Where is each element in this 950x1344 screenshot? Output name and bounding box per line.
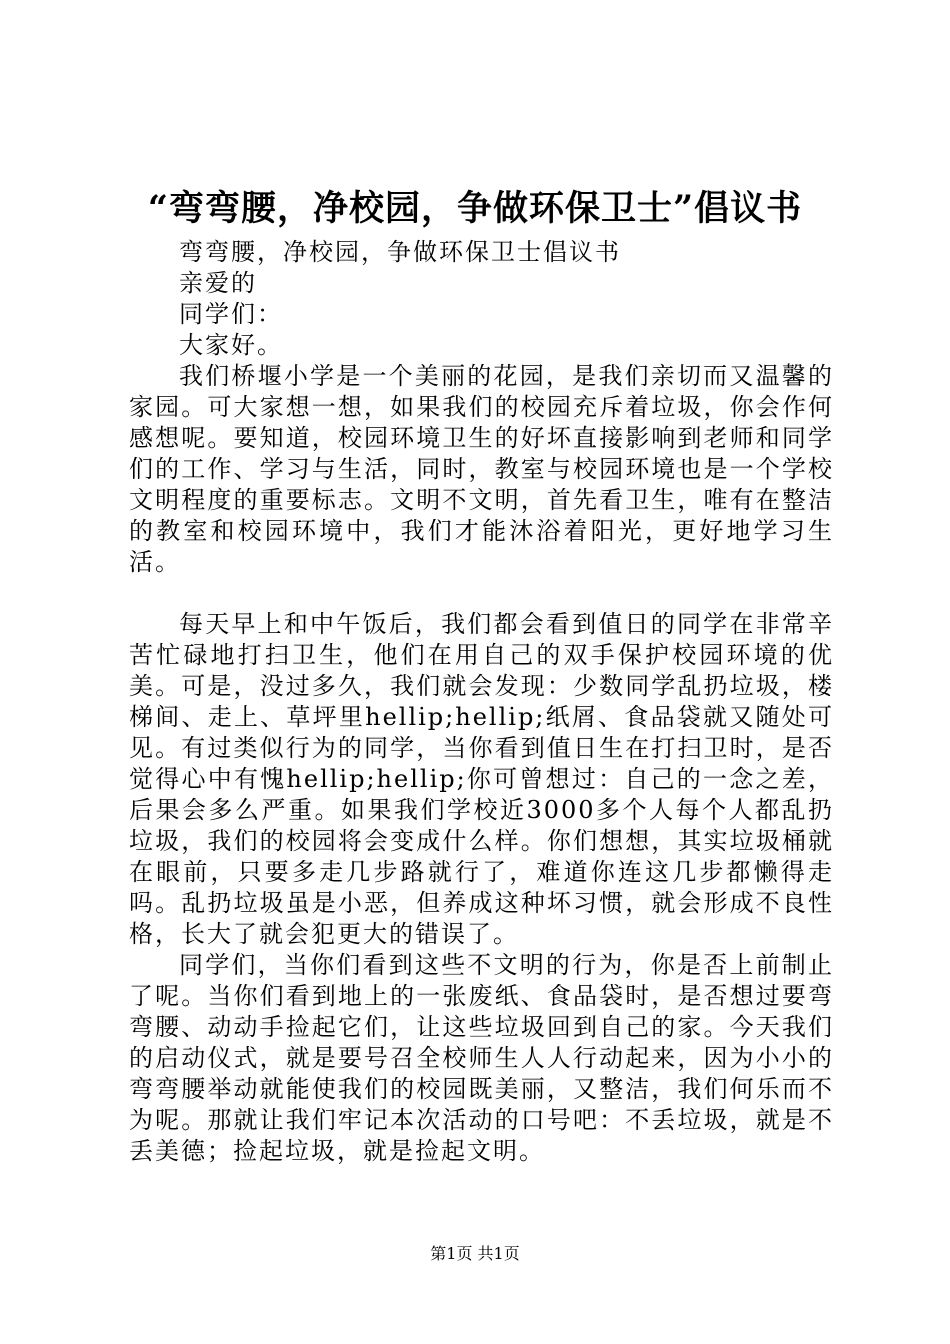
- document-body: [129, 237, 834, 1167]
- paragraph-campus-environment: 我们桥堰小学是一个美丽的花园，是我们亲切而又温馨的家园。可大家想一想，如果我们的校园充斥着垃圾，你会作何感想呢。要知道，校园环境卫生的好坏直接影响到老师和同学们的工作、学习与生活，同时，教室与校园环境也是一个学校文明程度的重要标志。文明不文明，首先看卫生，唯有在整洁的教室和校园环境中，我们才能沐浴着阳光，更好地学习生活。: [129, 362, 834, 576]
- document-title: “弯弯腰，净校园，争做环保卫士”倡议书: [147, 188, 803, 229]
- document-subtitle: 弯弯腰，净校园，争做环保卫士倡议书: [179, 238, 621, 266]
- page-number-footer: 第1页 共1页: [430, 1244, 520, 1263]
- paragraph-littering-behavior: 每天早上和中午饭后，我们都会看到值日的同学在非常辛苦忙碌地打扫卫生，他们在用自己的双手保护校园环境的优美。可是，没过多久，我们就会发现：少数同学乱扔垃圾，楼梯间、走上、草坪里hellip;hellip;纸屑、食品袋就又随处可见。有过类似行为的同学，当你看到值日生在打扫卫时，是否觉得心中有愧hellip;hellip;你可曾想过：自己的一念之差，后果会多么严重。如果我们学校近3000多个人每个人都乱扔垃圾，我们的校园将会变成什么样。你们想想，其实垃圾桶就在眼前，只要多走几步路就行了，难道你连这几步都懒得走吗。乱扔垃圾虽是小恶，但养成这种坏习惯，就会形成不良性格，长大了就会犯更大的错误了。: [129, 610, 834, 948]
- salutation-line-2: 同学们：: [179, 300, 283, 328]
- salutation-line-1: 亲爱的: [179, 269, 257, 297]
- paragraph-spacer: [129, 578, 834, 609]
- paragraph-call-to-action: 同学们，当你们看到这些不文明的行为，你是否上前制止了呢。当你们看到地上的一张废纸、食品袋时，是否想过要弯弯腰、动动手捡起它们，让这些垃圾回到自己的家。今天我们的启动仪式，就是要号召全校师生人人行动起来，因为小小的弯弯腰举动就能使我们的校园既美丽，又整洁，我们何乐而不为呢。那就让我们牢记本次活动的口号吧：不丢垃圾，就是不丢美德；捡起垃圾，就是捡起文明。: [129, 951, 834, 1165]
- greeting-line: 大家好。: [179, 331, 283, 359]
